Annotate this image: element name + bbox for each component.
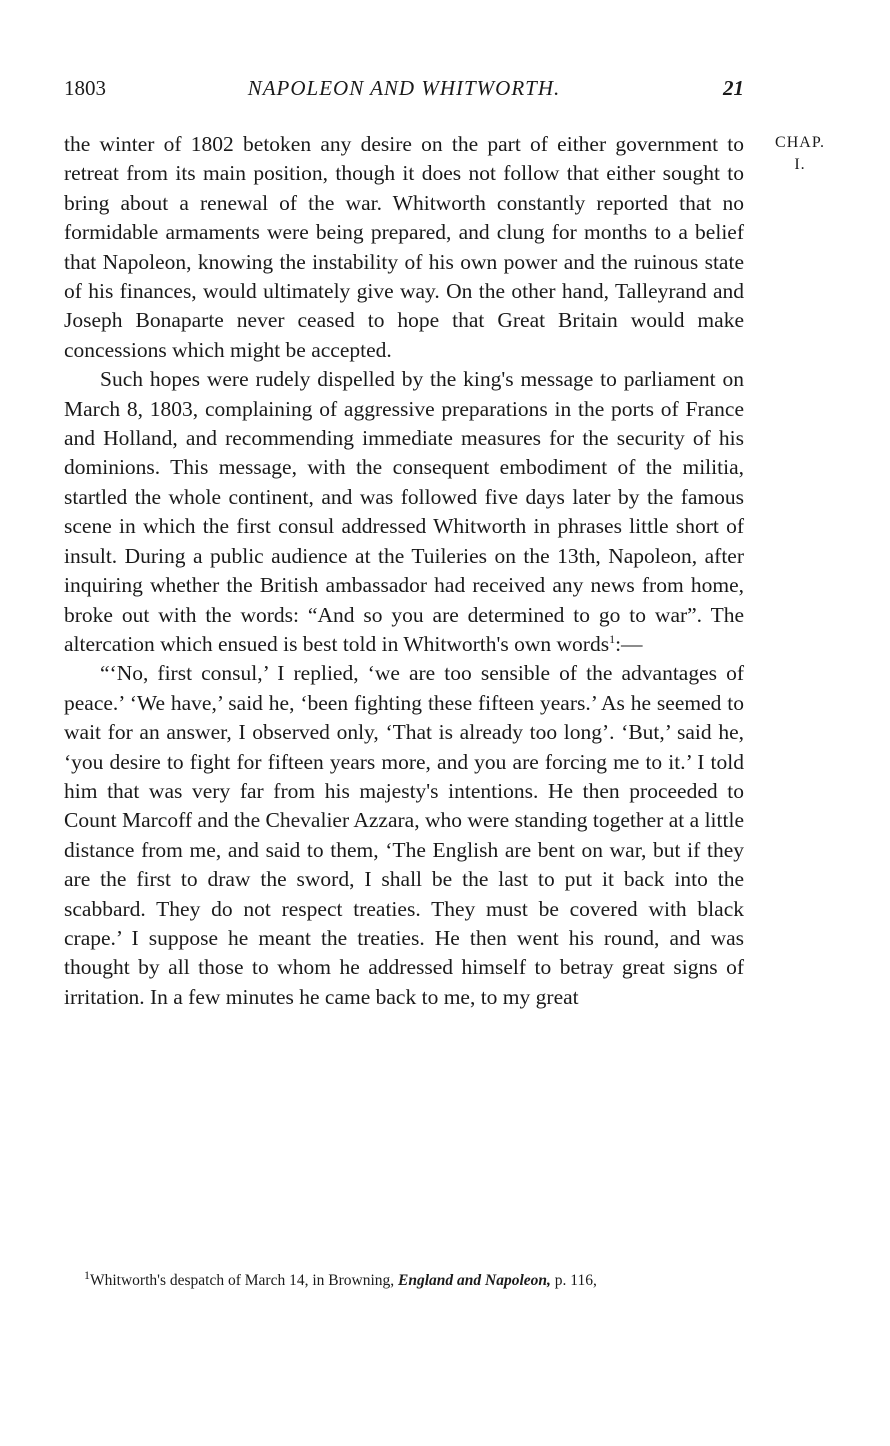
running-header (64, 76, 744, 108)
header-year: 1803 (64, 76, 106, 100)
chapter-label: CHAP. (775, 134, 825, 151)
paragraph-2 (64, 365, 744, 659)
paragraph-2-tail: :— (615, 631, 643, 656)
paragraph-1: the winter of 1802 betoken any desire on the part of either government to retreat from its main position, though it does not follow that either sought to bring about a renewal of the war. Whitworth constantly reported that no formidable armaments were being prepared, and clung for months to a belief that Napoleon, knowing the instability of his own power and the ruinous state of his finances, would ultimately give way. On the other hand, Talleyrand and Joseph Bonaparte never ceased to hope that Great Britain would make concessions which might be accepted. (64, 132, 744, 362)
footnote-text-before: Whitworth's despatch of March 14, in Browning, (90, 1272, 399, 1289)
paragraph-3: “‘No, first consul,’ I replied, ‘we are too sensible of the advantages of peace.’ ‘We have,’ said he, ‘been fighting these fifteen years.’ As he seemed to wait for an answer, I observed only, ‘That is already too long’. ‘But,’ said he, ‘you desire to fight for fifteen years more, and you are forcing me to it.’ I told him that was very far from his majesty's intentions. He then proceeded to Count Marcoff and the Chevalier Azzara, who were standing together at a little distance from me, and said to them, ‘The English are bent on war, but if they are the first to draw the sword, I shall be the last to put it back into the scabbard. They do not respect treaties. They must be covered with black crape.’ I suppose he meant the treaties. He then went his round, and was thought by all those to whom he addressed himself to betray great signs of irritation. In a few minutes he came back to me, to my great (64, 661, 744, 1009)
footnote (64, 1267, 750, 1292)
chapter-number: I. (794, 156, 806, 173)
footnote-marker: 1 (84, 1267, 90, 1282)
footnote-book-title: England and Napoleon, (398, 1272, 551, 1289)
body-text (64, 130, 744, 1012)
header-title: NAPOLEON AND WHITWORTH. (247, 76, 561, 100)
margin-note (760, 132, 840, 176)
paragraph-2-text: Such hopes were rudely dispelled by the king's message to parliament on March 8, 1803, complaining of aggressive preparations in the ports of France and Holland, and recommending immediate measures for the security of his dominions. This message, with the consequent embodiment of the militia, startled the whole continent, and was followed five days later by the famous scene in which the first consul addressed Whitworth in phrases little short of insult. During a public audience at the Tuileries on the 13th, Napoleon, after inquiring whether the British ambassador had received any news from home, broke out with the words: “And so you are determined to go to war”. The altercation which ensued is best told in Whitworth's own words (64, 367, 744, 656)
footnote-text-after: p. 116, (550, 1272, 597, 1289)
footnote-reference: 1 (609, 631, 616, 646)
page-number: 21 (723, 76, 744, 100)
